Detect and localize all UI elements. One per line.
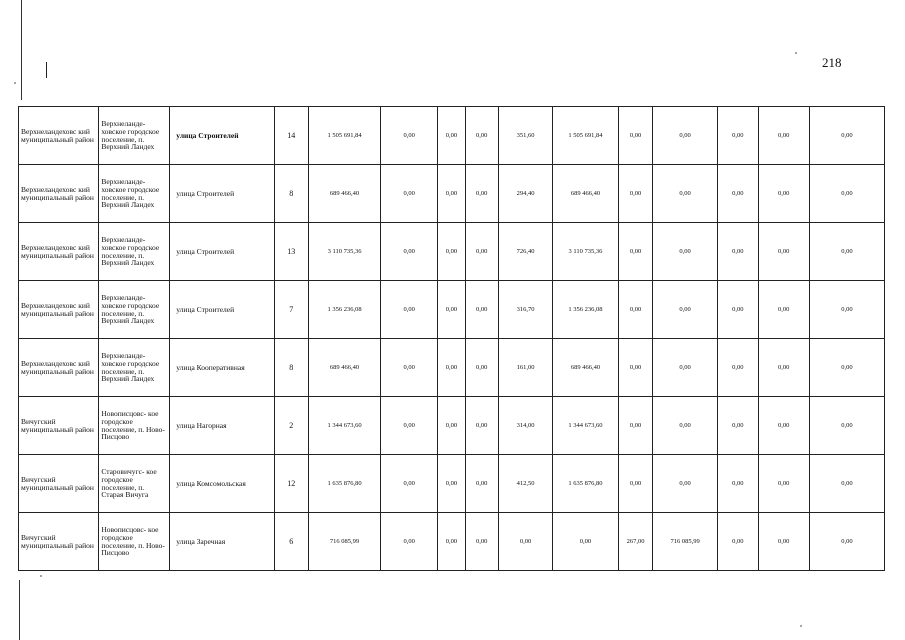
- table-row: [19, 165, 885, 223]
- cell-c5: 161,00: [498, 339, 552, 397]
- cell-c3: 0,00: [438, 455, 465, 513]
- cell-street: улица Нагорная: [170, 397, 274, 455]
- cell-c2: 0,00: [381, 281, 438, 339]
- left-margin-line-lower: [19, 580, 20, 640]
- cell-c6: 689 466,40: [553, 339, 619, 397]
- cell-c4: 0,00: [465, 513, 498, 571]
- cell-c8: 0,00: [653, 281, 718, 339]
- cell-settlement: Верхнеланде- ховское городское поселение, п. Верхний Ландех: [99, 165, 170, 223]
- cell-c7: 0,00: [618, 455, 652, 513]
- cell-c7: 267,00: [618, 513, 652, 571]
- cell-district: Верхнеландеховс кий муниципальный район: [19, 107, 99, 165]
- cell-c7: 0,00: [618, 339, 652, 397]
- table-row: [19, 397, 885, 455]
- table-row: [19, 339, 885, 397]
- cell-c11: 0,00: [809, 397, 884, 455]
- cell-c9: 0,00: [717, 397, 758, 455]
- cell-c5: 314,00: [498, 397, 552, 455]
- cell-c7: 0,00: [618, 397, 652, 455]
- cell-district: Верхнеландеховс кий муниципальный район: [19, 223, 99, 281]
- cell-district: Верхнеландеховс кий муниципальный район: [19, 165, 99, 223]
- cell-c4: 0,00: [465, 165, 498, 223]
- cell-settlement: Верхнеланде- ховское городское поселение, п. Верхний Ландех: [99, 339, 170, 397]
- cell-c7: 0,00: [618, 281, 652, 339]
- table-body: [19, 107, 885, 571]
- cell-c3: 0,00: [438, 281, 465, 339]
- cell-c1: 1 505 691,84: [309, 107, 381, 165]
- cell-c6: 1 505 691,84: [553, 107, 619, 165]
- cell-settlement: Верхнеланде- ховское городское поселение, п. Верхний Ландех: [99, 223, 170, 281]
- cell-c4: 0,00: [465, 281, 498, 339]
- cell-settlement: Верхнеланде- ховское городское поселение, п. Верхний Ландех: [99, 107, 170, 165]
- cell-c4: 0,00: [465, 107, 498, 165]
- scan-speck: [14, 82, 16, 84]
- cell-house: 14: [274, 107, 308, 165]
- cell-district: Вичугский муниципальный район: [19, 397, 99, 455]
- cell-c3: 0,00: [438, 339, 465, 397]
- cell-c10: 0,00: [758, 281, 809, 339]
- cell-c1: 1 635 876,80: [309, 455, 381, 513]
- cell-house: 7: [274, 281, 308, 339]
- cell-c8: 0,00: [653, 223, 718, 281]
- cell-c10: 0,00: [758, 339, 809, 397]
- cell-settlement: Верхнеланде- ховское городское поселение, п. Верхний Ландех: [99, 281, 170, 339]
- cell-c1: 689 466,40: [309, 339, 381, 397]
- cell-street: улица Строителей: [170, 281, 274, 339]
- cell-c2: 0,00: [381, 339, 438, 397]
- cell-c5: 294,40: [498, 165, 552, 223]
- cell-c4: 0,00: [465, 339, 498, 397]
- housing-register-table: [18, 106, 885, 571]
- cell-c6: 1 344 673,60: [553, 397, 619, 455]
- margin-mark: [46, 62, 47, 78]
- cell-house: 8: [274, 165, 308, 223]
- cell-c6: 3 110 735,36: [553, 223, 619, 281]
- cell-house: 12: [274, 455, 308, 513]
- cell-c8: 0,00: [653, 107, 718, 165]
- cell-c10: 0,00: [758, 455, 809, 513]
- cell-house: 8: [274, 339, 308, 397]
- cell-c1: 3 110 735,36: [309, 223, 381, 281]
- cell-c9: 0,00: [717, 281, 758, 339]
- cell-c9: 0,00: [717, 455, 758, 513]
- cell-settlement: Старовичугс- кое городское поселение, п. Старая Вичуга: [99, 455, 170, 513]
- table-row: [19, 281, 885, 339]
- cell-c5: 351,60: [498, 107, 552, 165]
- cell-c9: 0,00: [717, 513, 758, 571]
- cell-c7: 0,00: [618, 223, 652, 281]
- left-margin-line: [21, 0, 22, 100]
- cell-c3: 0,00: [438, 513, 465, 571]
- cell-c8: 0,00: [653, 397, 718, 455]
- cell-house: 6: [274, 513, 308, 571]
- cell-c10: 0,00: [758, 165, 809, 223]
- cell-c2: 0,00: [381, 397, 438, 455]
- cell-c9: 0,00: [717, 107, 758, 165]
- scan-speck: [795, 52, 797, 54]
- cell-c10: 0,00: [758, 223, 809, 281]
- cell-street: улица Строителей: [170, 107, 274, 165]
- cell-c5: 726,40: [498, 223, 552, 281]
- cell-c2: 0,00: [381, 223, 438, 281]
- cell-c2: 0,00: [381, 513, 438, 571]
- cell-street: улица Строителей: [170, 165, 274, 223]
- cell-c6: 1 356 236,08: [553, 281, 619, 339]
- cell-district: Верхнеландеховс кий муниципальный район: [19, 339, 99, 397]
- cell-c11: 0,00: [809, 455, 884, 513]
- table-row: [19, 223, 885, 281]
- cell-c3: 0,00: [438, 397, 465, 455]
- cell-street: улица Комсомольская: [170, 455, 274, 513]
- scan-speck: [800, 625, 802, 627]
- cell-c11: 0,00: [809, 107, 884, 165]
- cell-district: Верхнеландеховс кий муниципальный район: [19, 281, 99, 339]
- cell-c8: 0,00: [653, 455, 718, 513]
- cell-c10: 0,00: [758, 397, 809, 455]
- cell-c1: 1 356 236,08: [309, 281, 381, 339]
- page-number: 218: [822, 55, 842, 70]
- cell-c7: 0,00: [618, 107, 652, 165]
- cell-settlement: Новописцовс- кое городское поселение, п. Ново- Писцово: [99, 397, 170, 455]
- cell-c1: 1 344 673,60: [309, 397, 381, 455]
- cell-c7: 0,00: [618, 165, 652, 223]
- cell-c5: 412,50: [498, 455, 552, 513]
- cell-c1: 689 466,40: [309, 165, 381, 223]
- cell-district: Вичугский муниципальный район: [19, 513, 99, 571]
- cell-c2: 0,00: [381, 455, 438, 513]
- cell-c10: 0,00: [758, 107, 809, 165]
- cell-house: 13: [274, 223, 308, 281]
- cell-street: улица Кооперативная: [170, 339, 274, 397]
- cell-street: улица Строителей: [170, 223, 274, 281]
- cell-c6: 1 635 876,80: [553, 455, 619, 513]
- cell-c11: 0,00: [809, 223, 884, 281]
- cell-c11: 0,00: [809, 339, 884, 397]
- cell-district: Вичугский муниципальный район: [19, 455, 99, 513]
- cell-c3: 0,00: [438, 107, 465, 165]
- cell-c6: 689 466,40: [553, 165, 619, 223]
- cell-c11: 0,00: [809, 281, 884, 339]
- cell-c5: 316,70: [498, 281, 552, 339]
- cell-c11: 0,00: [809, 165, 884, 223]
- cell-c1: 716 085,99: [309, 513, 381, 571]
- cell-c9: 0,00: [717, 223, 758, 281]
- cell-c8: 0,00: [653, 339, 718, 397]
- cell-c5: 0,00: [498, 513, 552, 571]
- table-row: [19, 513, 885, 571]
- cell-c8: 0,00: [653, 165, 718, 223]
- scan-speck: [40, 575, 42, 577]
- cell-c9: 0,00: [717, 165, 758, 223]
- cell-c2: 0,00: [381, 165, 438, 223]
- cell-street: улица Заречная: [170, 513, 274, 571]
- cell-c4: 0,00: [465, 455, 498, 513]
- cell-c6: 0,00: [553, 513, 619, 571]
- cell-settlement: Новописцовс- кое городское поселение, п. Ново- Писцово: [99, 513, 170, 571]
- cell-c9: 0,00: [717, 339, 758, 397]
- table-row: [19, 455, 885, 513]
- cell-c3: 0,00: [438, 165, 465, 223]
- cell-c4: 0,00: [465, 397, 498, 455]
- cell-c8: 716 085,99: [653, 513, 718, 571]
- cell-house: 2: [274, 397, 308, 455]
- cell-c2: 0,00: [381, 107, 438, 165]
- cell-c4: 0,00: [465, 223, 498, 281]
- cell-c3: 0,00: [438, 223, 465, 281]
- table-row: [19, 107, 885, 165]
- cell-c10: 0,00: [758, 513, 809, 571]
- cell-c11: 0,00: [809, 513, 884, 571]
